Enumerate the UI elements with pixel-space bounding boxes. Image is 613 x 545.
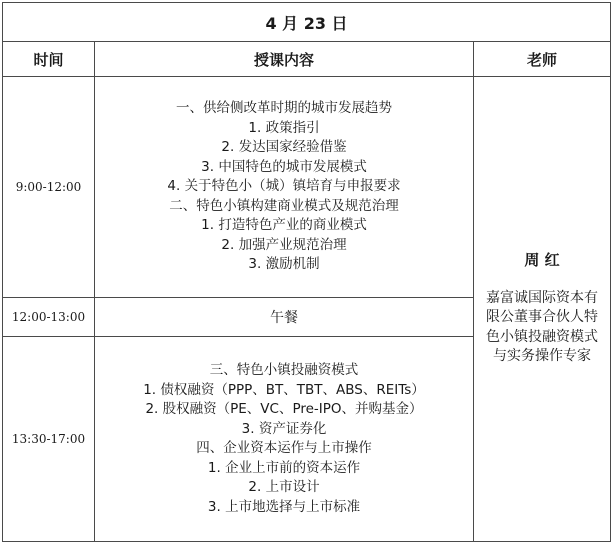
- content-line: 1. 企业上市前的资本运作: [207, 459, 361, 476]
- content-line: 3. 激励机制: [248, 256, 320, 273]
- content-line: 1. 债权融资（PPP、BT、TBT、ABS、REITs）: [143, 381, 425, 398]
- content-line: 4. 关于特色小（城）镇培育与申报要求: [167, 178, 401, 195]
- teacher-column-header: 老师: [474, 42, 611, 77]
- teacher-description: 嘉富诚国际资本有限公董事合伙人特色小镇投融资模式与实务操作专家: [486, 289, 598, 365]
- content-line: 四、企业资本运作与上市操作: [196, 440, 372, 456]
- schedule-table: [2, 2, 611, 542]
- date-row: [3, 3, 611, 42]
- content-line: 二、特色小镇构建商业模式及规范治理: [169, 197, 399, 214]
- lunch-label: 午餐: [95, 298, 474, 337]
- teacher-cell: [474, 77, 611, 542]
- content-column-header: 授课内容: [95, 42, 474, 77]
- content-line: 一、供给侧改革时期的城市发展趋势: [176, 100, 392, 117]
- afternoon-session-time: 13:30-17:00: [3, 337, 95, 542]
- date-header: 4 月 23 日: [3, 3, 611, 42]
- content-line: 3. 上市地选择与上市标准: [207, 498, 361, 515]
- morning-session-content: [95, 77, 474, 298]
- content-line: 3. 资产证券化: [241, 420, 327, 437]
- afternoon-session-content: [95, 337, 474, 542]
- content-line: 1. 政策指引: [248, 119, 320, 136]
- lunch-time: 12:00-13:00: [3, 298, 95, 337]
- content-line: 2. 股权融资（PE、VC、Pre-IPO、并购基金）: [145, 401, 423, 417]
- content-line: 1. 打造特色产业的商业模式: [201, 217, 367, 234]
- column-header-row: [3, 42, 611, 77]
- content-line: 3. 中国特色的城市发展模式: [201, 158, 367, 175]
- morning-session-row: [3, 77, 611, 298]
- morning-session-time: 9:00-12:00: [3, 77, 95, 298]
- content-line: 三、特色小镇投融资模式: [209, 362, 359, 378]
- teacher-name: 周 红: [524, 251, 560, 270]
- content-line: 2. 发达国家经验借鉴: [221, 139, 347, 156]
- time-column-header: 时间: [3, 42, 95, 77]
- content-line: 2. 加强产业规范治理: [221, 236, 347, 253]
- content-line: 2. 上市设计: [248, 479, 320, 495]
